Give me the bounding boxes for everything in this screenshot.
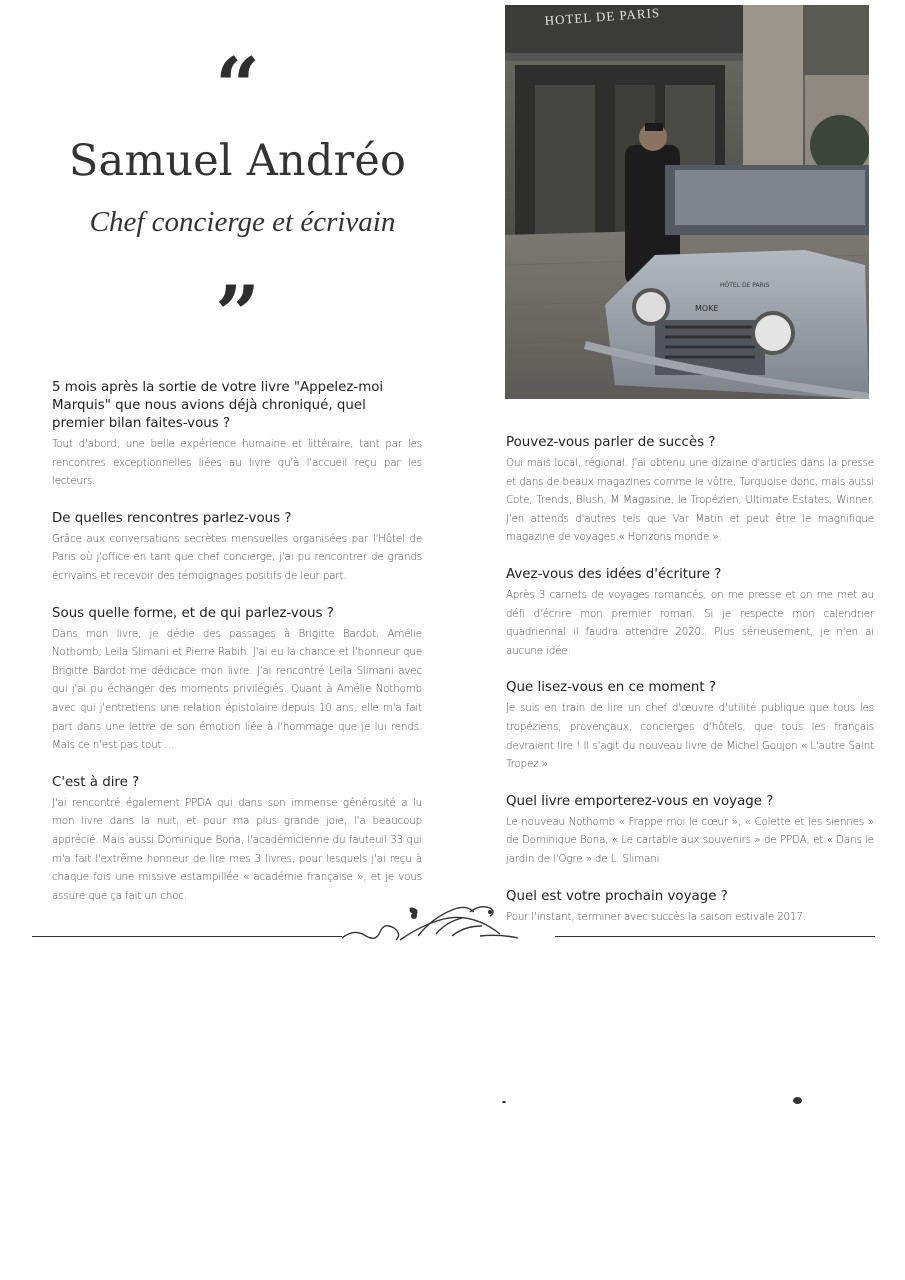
left-column [52,379,422,924]
hotel-sign-text: HOTEL DE PARIS [544,5,661,28]
interviewee-subtitle: Chef concierge et écrivain [89,206,396,238]
qa-block [52,379,422,491]
answer: Je suis en train de lire un chef d'œuvre d'utilité publique que tous les tropéziens, provençaux, concierges d'hôtels, que tous les français devraient lire ! Il s'agit du nouveau livre de Michel Goujon « L'autre Saint Tropez » [506,702,874,771]
answer: Oui mais local, régional. J'ai obtenu une dizaine d'articles dans la presse et dans de beaux magazines comme le vôtre, Turquoise donc, mais aussi Cote, Trends, Blush, M Magasine, le Tropézien, Ultimate Estates, Winner. J'en attends d'autres tels que Var Matin et peut être le magnifique magazine de voyages « Horizons monde ». [506,457,874,544]
hotel-photo-illustration [505,5,869,399]
answer: Dans mon livre, je dédie des passages à Brigitte Bardot, Amélie Nothomb, Leila Slimani et Pierre Rabih. J'ai eu la chance et l'honneur que Brigitte Bardot me dédicace mon livre. J'ai rencontré Leila Slimani avec qui j'ai pu échanger des moments privilégiés. Quant à Amélie Nothomb avec qui j'entretiens une relation épistolaire depuis 10 ans, elle m'a fait part dans une lettre de son émotion liée à l'hommage que je lui rends. Mais ce n'est pas tout ... [52,627,422,752]
answer: Grâce aux conversations secrètes mensuelles organisées par l'Hôtel de Paris où j'office en tant que chef concierge, j'ai pu rencontrer de grands écrivains et recevoir des témoignages positifs de leur part. [52,532,422,582]
qa-block [52,774,422,906]
question: Quel est votre prochain voyage ? [506,888,728,904]
answer: Pour l'instant, terminer avec succès la saison estivale 2017. [506,910,806,923]
question: Pouvez-vous parler de succès ? [506,435,716,450]
qa-block [52,510,422,586]
qa-block [506,888,874,927]
open-quote-mark: “ [215,41,260,132]
car-door-text: HÔTEL DE PARIS [720,282,770,289]
question: 5 mois après la sortie de votre livre "Appelez-moi Marquis" que nous avions déjà chroniqué, quel premier bilan faites-vous ? [52,380,384,431]
interviewee-name: Samuel Andréo [68,136,407,186]
question: Sous quelle forme, et de qui parlez-vous ? [52,605,334,621]
question: C'est à dire ? [52,774,140,790]
scan-speck [502,1101,506,1103]
divider-rule-left [32,936,342,937]
qa-block [52,605,422,755]
question: Quel livre emporterez-vous en voyage ? [506,793,774,809]
answer: Après 3 carnets de voyages romancés, on me presse et on me met au défi d'écrire mon premier roman. Si je respecte mon calendrier quadriennal il faudra attendre 2020.. Plus sérieusement, je n'en ai aucune idée. [506,588,874,657]
question: Que lisez-vous en ce moment ? [506,680,716,696]
qa-block [506,793,874,869]
question: Avez-vous des idées d'écriture ? [506,566,722,582]
answer: Le nouveau Nothomb « Frappe moi le cœur », « Colette et les siennes » de Dominique Bona, « Le cartable aux souvenirs » de PPDA, et « Dans le jardin de l'Ogre » de L. Slimani [506,815,874,865]
qa-block [506,566,874,660]
right-column [506,434,874,945]
qa-block [506,679,874,773]
hotel-photo [505,5,869,399]
qa-block [506,434,874,547]
divider-rule-right [555,936,875,937]
scan-speck [793,1097,802,1104]
answer: J'ai rencontré également PPDA qui dans son immense générosité a lu mon livre dans la nuit, et pour ma plus grande joie, l'a beaucoup apprécié. Mais aussi Dominique Bona, l'académicienne du fauteuil 33 qui m'a fait l'extrême honneur de lire mes 3 livres, pour lesquels j'ai reçu à chaque fois une missive estampillée « académie française », et je vous assure que ça fait un choc. [52,796,422,902]
car-plate-text: MOKE [695,304,719,313]
close-quote-mark: ” [215,269,260,360]
question: De quelles rencontres parlez-vous ? [52,510,292,526]
flourish-ornament-icon [340,896,520,946]
answer: Tout d'abord, une belle expérience humaine et littéraire, tant par les rencontres exceptionnelles liées au livre qu'à l'accueil reçu par les lecteurs. [52,438,422,488]
